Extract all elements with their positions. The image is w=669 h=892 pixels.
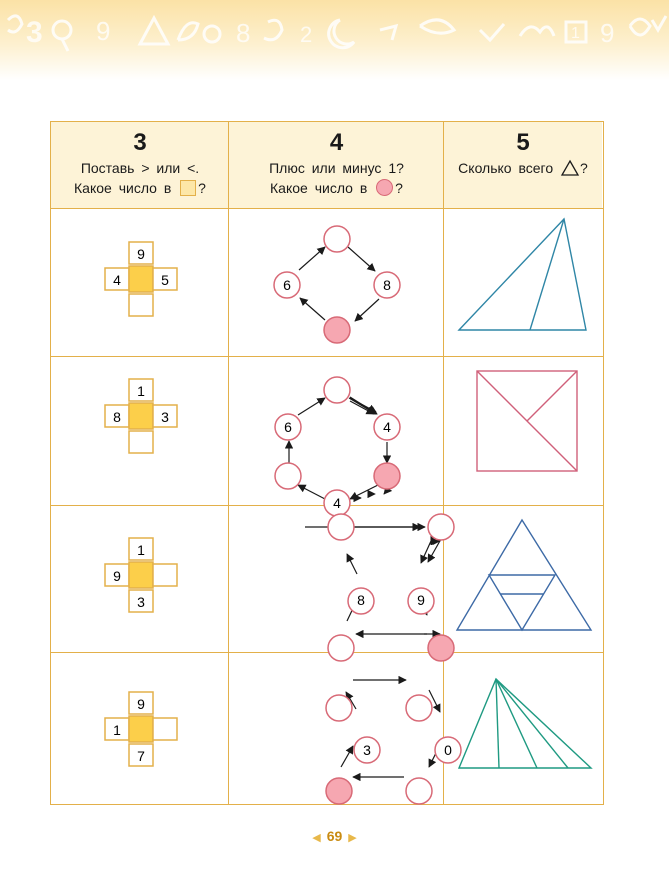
- instruction-text: ?: [395, 180, 403, 196]
- figure-triangle-nested: [444, 506, 602, 652]
- column-header-5: [444, 122, 602, 209]
- cross-right-cell: [153, 718, 177, 740]
- chain-node: [328, 514, 354, 540]
- svg-text:8: 8: [236, 18, 251, 48]
- cross-bottom-cell: [129, 431, 153, 453]
- column-number: 4: [329, 129, 344, 156]
- triangle-icon: [561, 160, 579, 176]
- chain-node-value: 0: [444, 742, 452, 758]
- cross-left-value: 9: [113, 568, 121, 584]
- cross-right-cell: [153, 564, 177, 586]
- chain-node-value: 6: [283, 277, 291, 293]
- cross-right-value: 5: [161, 272, 169, 288]
- cross-puzzle-1: [51, 209, 228, 356]
- svg-text:9: 9: [96, 16, 111, 46]
- figure-triangle-fan: [444, 653, 602, 804]
- chain-node-value: 3: [363, 742, 371, 758]
- chain-node-value: 9: [417, 592, 425, 608]
- instruction-line: Плюс или минус 1?: [269, 160, 404, 176]
- circle-chain-3: [229, 506, 443, 652]
- cross-center-cell: [129, 403, 153, 429]
- exercise-table: [50, 121, 604, 805]
- chain-node-unknown: [324, 317, 350, 343]
- instruction-line: [229, 178, 444, 198]
- figure-triangle-split: [444, 209, 602, 356]
- chain-node-value: 8: [383, 277, 391, 293]
- cross-top-value: 1: [137, 542, 145, 558]
- column-header-4: [229, 122, 444, 209]
- cross-puzzle-3: [51, 506, 228, 652]
- chain-node-unknown: [326, 778, 352, 804]
- chain-node-value: 8: [357, 592, 365, 608]
- instruction-line: Поставь > или <.: [80, 160, 200, 176]
- cross-bottom-cell: [129, 294, 153, 316]
- chain-node-value: 4: [383, 419, 391, 435]
- svg-text:3: 3: [26, 16, 43, 49]
- chain-node: [324, 377, 350, 403]
- chain-node-value: 6: [284, 419, 292, 435]
- instruction-line: [444, 158, 602, 178]
- circle-chain-4: [229, 653, 452, 804]
- cross-left-value: 8: [113, 409, 121, 425]
- cross-bottom-value: 7: [137, 748, 145, 764]
- chain-node: [324, 226, 350, 252]
- decorative-banner: [0, 0, 669, 80]
- instruction-text: Какое число в: [74, 180, 172, 196]
- figure-square-split: [444, 357, 602, 505]
- svg-text:9: 9: [600, 18, 615, 48]
- circle-chain-1: [229, 209, 443, 356]
- chain-node-unknown: [374, 463, 400, 489]
- chain-node-value: 4: [333, 495, 341, 511]
- next-page-arrow-icon[interactable]: ▶: [348, 832, 357, 844]
- instruction-line: [51, 178, 229, 198]
- cross-right-value: 3: [161, 409, 169, 425]
- chain-node: [326, 695, 352, 721]
- cross-left-value: 1: [113, 722, 121, 738]
- instruction-text: Сколько всего: [458, 160, 554, 176]
- svg-text:1: 1: [571, 25, 580, 42]
- cross-bottom-value: 3: [137, 594, 145, 610]
- column-number: 3: [133, 129, 147, 156]
- cross-center-cell: [129, 716, 153, 742]
- page-number: 69: [326, 828, 343, 844]
- instruction-text: ?: [198, 180, 206, 196]
- circle-chain-2: [229, 357, 443, 511]
- prev-page-arrow-icon[interactable]: ◀: [312, 832, 321, 844]
- instruction-text: Какое число в: [270, 180, 368, 196]
- cross-center-cell: [129, 562, 153, 588]
- page-footer: [0, 828, 669, 844]
- yellow-square-icon: [180, 180, 196, 196]
- cross-puzzle-2: [51, 357, 228, 505]
- chain-node: [275, 463, 301, 489]
- cross-left-value: 4: [113, 272, 121, 288]
- cross-puzzle-4: [51, 653, 228, 804]
- pink-circle-icon: [376, 179, 393, 196]
- chain-node: [406, 778, 432, 804]
- column-number: 5: [516, 129, 530, 156]
- cross-top-value: 9: [137, 246, 145, 262]
- svg-text:2: 2: [300, 22, 313, 47]
- column-header-3: [51, 122, 229, 209]
- cross-top-value: 1: [137, 383, 145, 399]
- cross-top-value: 9: [137, 696, 145, 712]
- cross-center-cell: [129, 266, 153, 292]
- instruction-text: ?: [580, 160, 588, 176]
- chain-node: [406, 695, 432, 721]
